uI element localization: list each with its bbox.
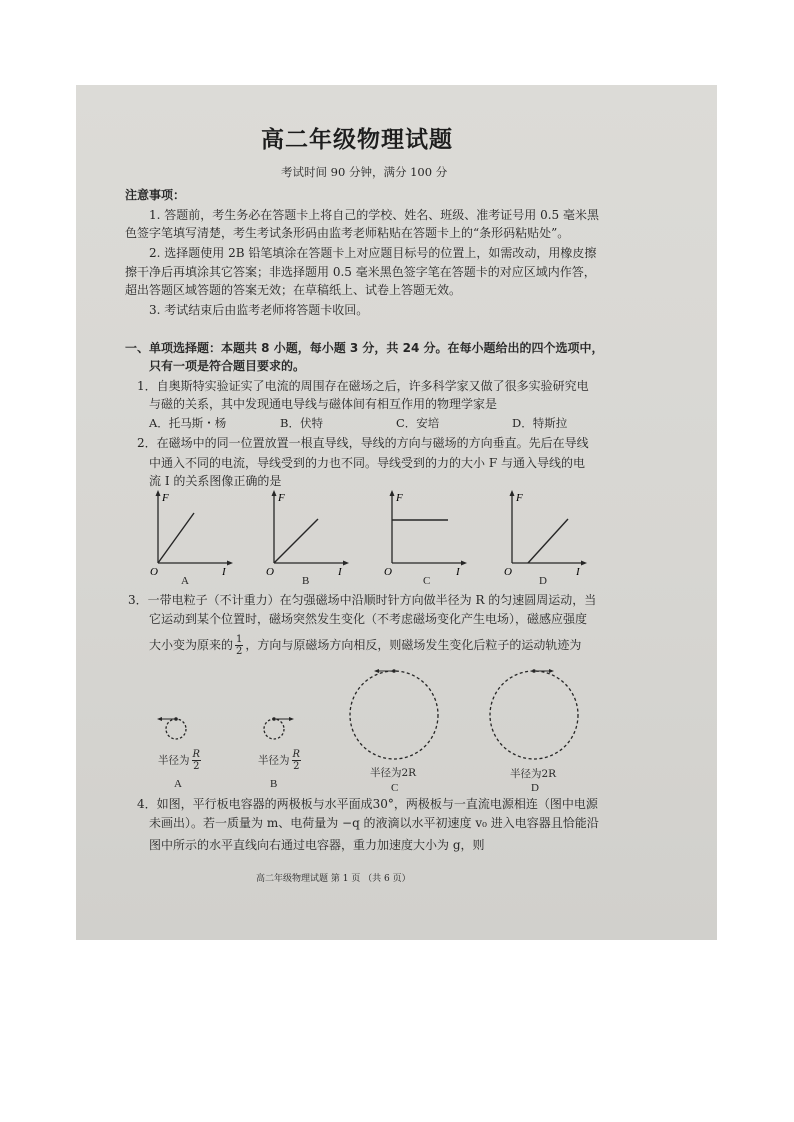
radius-label-a <box>158 749 203 772</box>
radius-label-c: 半径为2R <box>370 767 417 779</box>
x-label: I <box>576 566 580 577</box>
q1-line: 与磁的关系，其中发现通电导线与磁体间有相互作用的物理学家是 <box>149 397 498 411</box>
velocity-arrow-head <box>157 717 162 721</box>
fraction-r-half <box>292 749 302 772</box>
q1-option-c: C．安培 <box>396 416 440 430</box>
graph-d-line <box>528 519 568 563</box>
graph-d-label: D <box>539 575 547 587</box>
trajectory-c-label: C <box>391 782 399 794</box>
y-label: F <box>278 492 285 504</box>
x-label: I <box>222 566 226 577</box>
velocity-arrow-head <box>289 717 294 721</box>
notice-line: 1. 答题前，考生务必在答题卡上将自己的学校、姓名、班级、准考证号用 0.5 毫米黑 <box>149 208 599 222</box>
y-label: F <box>396 492 403 504</box>
radius-label-d: 半径为2R <box>510 768 557 780</box>
notice-line: 3. 考试结束后由监考老师将答题卡收回。 <box>149 303 369 317</box>
fraction-half <box>235 634 243 657</box>
q1-line: 1．自奥斯特实验证实了电流的周围存在磁场之后，许多科学家又做了很多实验研究电 <box>137 379 589 393</box>
y-axis-arrow <box>272 490 277 496</box>
frac-numerator: R <box>192 749 201 760</box>
q3-line-3 <box>149 633 581 657</box>
exam-page-photo <box>76 85 717 940</box>
q2-line: 2．在磁场中的同一位置放置一根直导线，导线的方向与磁场的方向垂直。先后在导线 <box>137 436 589 450</box>
section-heading-cont: 只有一项是符合题目要求的。 <box>149 359 306 373</box>
notice-heading: 注意事项： <box>125 188 186 202</box>
q3-line3-pre: 大小变为原来的 <box>149 638 234 652</box>
graph-c-label: C <box>423 575 431 587</box>
graph-c <box>380 487 470 577</box>
graph-b-label: B <box>302 575 310 587</box>
exam-subtitle: 考试时间 90 分钟，满分 100 分 <box>281 165 448 179</box>
velocity-arrow-head <box>549 669 554 673</box>
trajectory-d-circle <box>490 671 578 759</box>
x-axis-arrow <box>581 561 587 566</box>
y-axis-arrow <box>510 490 515 496</box>
x-axis-arrow <box>343 561 349 566</box>
frac-denominator: 2 <box>236 646 243 657</box>
q1-option-d: D．特斯拉 <box>512 416 568 430</box>
graph-a-line <box>158 513 194 563</box>
velocity-arrow-head <box>374 669 379 673</box>
notice-line: 擦干净后再填涂其它答案；非选择题用 0.5 毫米黑色签字笔在答题卡的对应区域内作答， <box>125 265 596 279</box>
x-label: I <box>338 566 342 577</box>
fraction-r-half <box>192 749 202 772</box>
y-label: F <box>162 492 169 504</box>
particle-dot <box>532 669 536 673</box>
graph-b-line <box>274 519 318 563</box>
trajectory-a-label: A <box>174 778 182 790</box>
q4-line: 未画出）。若一质量为 m、电荷量为 −q 的液滴以水平初速度 v₀ 进入电容器且恰能沿 <box>149 816 599 830</box>
trajectory-c-circle <box>350 671 438 759</box>
q3-line: 它运动到某个位置时，磁场突然发生变化（不考虑磁场变化产生电场），磁感应强度 <box>149 612 588 626</box>
q2-line: 中通入不同的电流，导线受到的力也不同。导线受到的力的大小 F 与通入导线的电 <box>149 456 585 470</box>
q3-line: 3．一带电粒子（不计重力）在匀强磁场中沿顺时针方向做半径为 R 的匀速圆周运动，当 <box>128 593 597 607</box>
graph-a-label: A <box>181 575 189 587</box>
graph-d <box>500 487 590 577</box>
particle-dot <box>392 669 396 673</box>
q4-line: 4．如图，平行板电容器的两极板与水平面成30°，两极板与一直流电源相连（图中电源 <box>137 797 598 811</box>
y-label: F <box>516 492 523 504</box>
x-axis-arrow <box>227 561 233 566</box>
section-heading: 一、单项选择题：本题共 8 小题，每小题 3 分，共 24 分。在每小题给出的四个选项中， <box>125 341 604 355</box>
x-label: I <box>456 566 460 577</box>
frac-numerator: R <box>292 749 301 760</box>
trajectory-b <box>256 715 300 745</box>
notice-line: 2. 选择题使用 2B 铅笔填涂在答题卡上对应题目标号的位置上，如需改动，用橡皮擦 <box>149 246 597 260</box>
y-axis-arrow <box>156 490 161 496</box>
q1-option-b: B．伏特 <box>280 416 323 430</box>
frac-denominator: 2 <box>293 761 300 772</box>
frac-denominator: 2 <box>193 761 200 772</box>
particle-dot <box>272 717 276 721</box>
origin-label: O <box>150 566 158 577</box>
trajectory-a <box>154 715 194 745</box>
exam-title: 高二年级物理试题 <box>261 127 453 153</box>
x-axis-arrow <box>461 561 467 566</box>
notice-line: 色签字笔填写清楚，考生考试条形码由监考老师粘贴在答题卡上的“条形码粘贴处”。 <box>125 226 570 240</box>
origin-label: O <box>266 566 274 577</box>
radius-label-b <box>258 749 303 772</box>
graph-b <box>262 487 352 577</box>
trajectory-d-label: D <box>531 782 539 794</box>
y-axis-arrow <box>390 490 395 496</box>
page-footer: 高二年级物理试题 第 1 页 （共 6 页） <box>256 874 411 884</box>
notice-line: 超出答题区域答题的答案无效；在草稿纸上、试卷上答题无效。 <box>125 283 462 297</box>
frac-numerator: 1 <box>236 634 243 645</box>
trajectory-d <box>486 659 586 769</box>
q2-line: 流 I 的关系图像正确的是 <box>149 474 282 488</box>
radius-prefix: 半径为 <box>158 754 190 767</box>
origin-label: O <box>384 566 392 577</box>
q3-line3-post: ，方向与原磁场方向相反，则磁场发生变化后粒子的运动轨迹为 <box>245 638 582 652</box>
graph-a <box>146 487 236 577</box>
origin-label: O <box>504 566 512 577</box>
q4-line: 图中所示的水平直线向右通过电容器，重力加速度大小为 g，则 <box>149 838 485 852</box>
trajectory-a-circle <box>166 719 186 739</box>
trajectory-b-circle <box>264 719 284 739</box>
q1-option-a: A．托马斯・杨 <box>149 416 227 430</box>
trajectory-b-label: B <box>270 778 278 790</box>
radius-prefix: 半径为 <box>258 754 290 767</box>
trajectory-c <box>346 659 446 769</box>
particle-dot <box>174 717 178 721</box>
